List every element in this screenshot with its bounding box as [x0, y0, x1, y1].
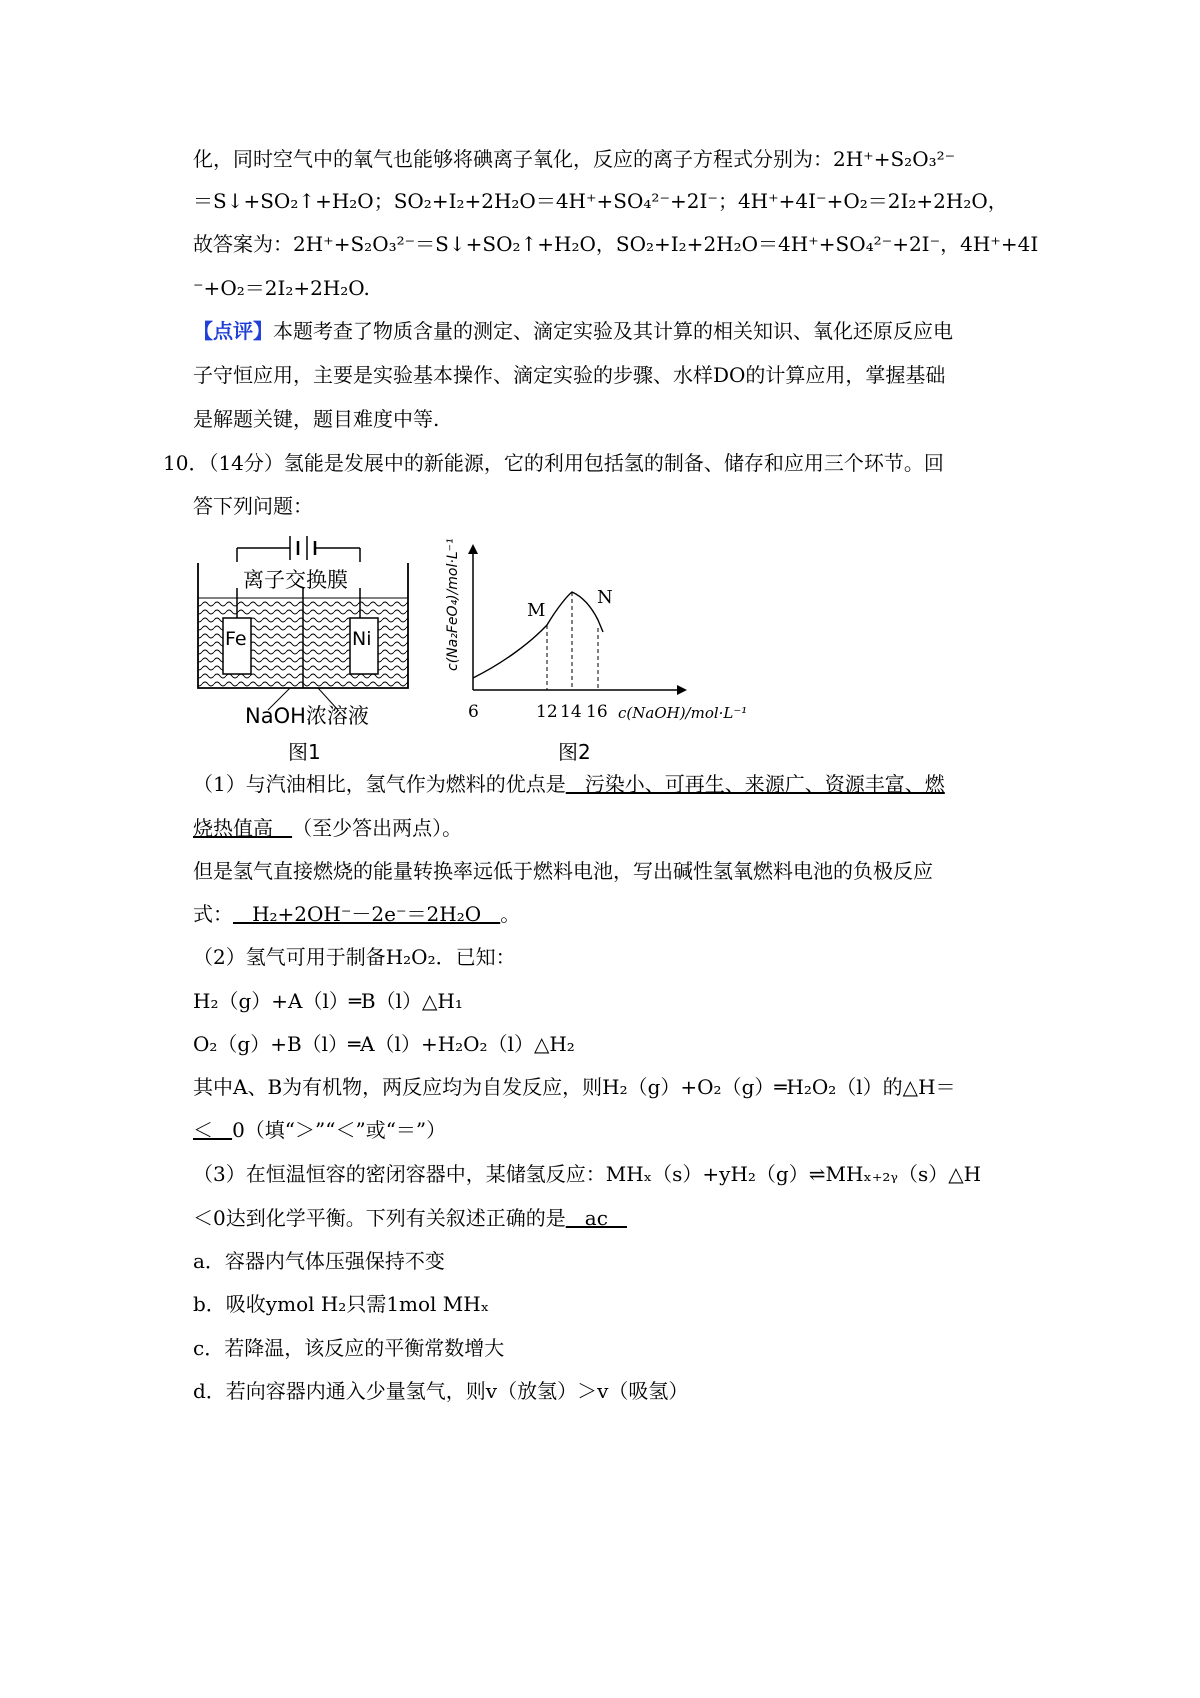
solution-label: NaOH浓溶液 — [245, 704, 369, 728]
point-n-label: N — [597, 587, 613, 608]
text-line: 其中A、B为有机物，两反应均为自发反应，则H₂（g）+O₂（g）═H₂O₂（l）的△H＝ — [193, 1075, 956, 1099]
part-3-line: （3）在恒温恒容的密闭容器中，某储氢反应：MHₓ（s）+yH₂（g）⇌MHₓ₊₂ᵧ（s）△H — [193, 1162, 982, 1186]
comment-tag: 【点评】 — [193, 319, 273, 343]
chart-x-label: c(NaOH)/mol·L⁻¹ — [618, 704, 748, 722]
text-line: 子守恒应用，主要是实验基本操作、滴定实验的步骤、水样DO的计算应用，掌握基础 — [193, 363, 946, 387]
option-d: d．若向容器内通入少量氢气，则v（放氢）＞v（吸氢） — [193, 1379, 689, 1403]
equation-2: O₂（g）+B（l）═A（l）+H₂O₂（l）△H₂ — [193, 1032, 575, 1056]
part-1-answer-cont: 烧热值高 — [193, 816, 293, 840]
x-axis-arrow — [677, 685, 687, 695]
point-m-label: M — [527, 600, 546, 621]
part-1-question: （1）与汽油相比，氢气作为燃料的优点是 — [193, 772, 566, 796]
text-line: 但是氢气直接燃烧的能量转换率远低于燃料电池，写出碱性氢氧燃料电池的负极反应 — [193, 859, 933, 883]
text-line: 答下列问题： — [193, 494, 313, 518]
part-1-line — [193, 770, 945, 798]
part-2-answer: ＜ — [193, 1118, 233, 1142]
part-1-answer: 污染小、可再生、来源广、资源丰富、燃 — [565, 772, 945, 796]
part-2-answer-line — [193, 1116, 446, 1144]
option-c: c．若降温，该反应的平衡常数增大 — [193, 1336, 505, 1360]
chart-y-label: c(Na₂FeO₄)/mol·L⁻¹ — [445, 538, 461, 671]
x-tick-label: 16 — [586, 702, 608, 722]
text-line: ＝S↓+SO₂↑+H₂O；SO₂+I₂+2H₂O＝4H⁺+SO₄²⁻+2I⁻；4H⁺+4I⁻+O₂＝2I₂+2H₂O， — [193, 189, 1008, 213]
text-line: 是解题关键，题目难度中等. — [193, 407, 440, 431]
label: 式： — [193, 902, 233, 926]
question-10-line: 10．（14分）氢能是发展中的新能源，它的利用包括氢的制备、储存和应用三个环节。回 — [163, 451, 944, 475]
part-2-line: （2）氢气可用于制备H₂O₂．已知： — [193, 945, 516, 969]
text-line: 化，同时空气中的氧气也能够将碘离子氧化，反应的离子方程式分别为：2H⁺+S₂O₃²⁻ — [193, 147, 956, 171]
part-3-question: ＜0达到化学平衡。下列有关叙述正确的是 — [193, 1206, 566, 1230]
comment-text: 本题考查了物质含量的测定、滴定实验及其计算的相关知识、氧化还原反应电 — [273, 319, 953, 343]
text-line: 故答案为：2H⁺+S₂O₃²⁻＝S↓+SO₂↑+H₂O，SO₂+I₂+2H₂O＝4H⁺+SO₄²⁻+2I⁻，4H⁺+4I — [193, 232, 1039, 256]
part-3-answer-line — [193, 1204, 627, 1232]
option-b: b．吸收ymol H₂只需1mol MHₓ — [193, 1292, 490, 1316]
comment-line — [193, 317, 953, 345]
negative-electrode-equation: H₂+2OH⁻－2e⁻＝2H₂O — [233, 902, 501, 926]
y-axis-arrow — [468, 544, 478, 554]
period: 。 — [500, 902, 521, 926]
figure-1-caption: 图1 — [288, 740, 321, 764]
part-2-note: 0（填“＞”“＜”或“＝”） — [232, 1118, 447, 1142]
part-1-line — [193, 814, 462, 842]
x-tick-label: 6 — [468, 702, 479, 722]
figure-2-caption: 图2 — [558, 740, 591, 764]
fe-electrode-label: Fe — [225, 628, 247, 650]
x-tick-label: 14 — [560, 702, 582, 722]
part-3-answer: ac — [565, 1206, 628, 1230]
part-1-note: （至少答出两点）。 — [292, 816, 463, 840]
text-line: ⁻+O₂＝2I₂+2H₂O. — [193, 276, 370, 300]
part-1-equation-line — [193, 900, 520, 928]
ni-electrode-label: Ni — [352, 628, 372, 650]
option-a: a．容器内气体压强保持不变 — [193, 1249, 445, 1273]
x-tick-label: 12 — [536, 702, 558, 722]
equation-1: H₂（g）+A（l）═B（l）△H₁ — [193, 989, 463, 1013]
membrane-label: 离子交换膜 — [243, 568, 348, 592]
